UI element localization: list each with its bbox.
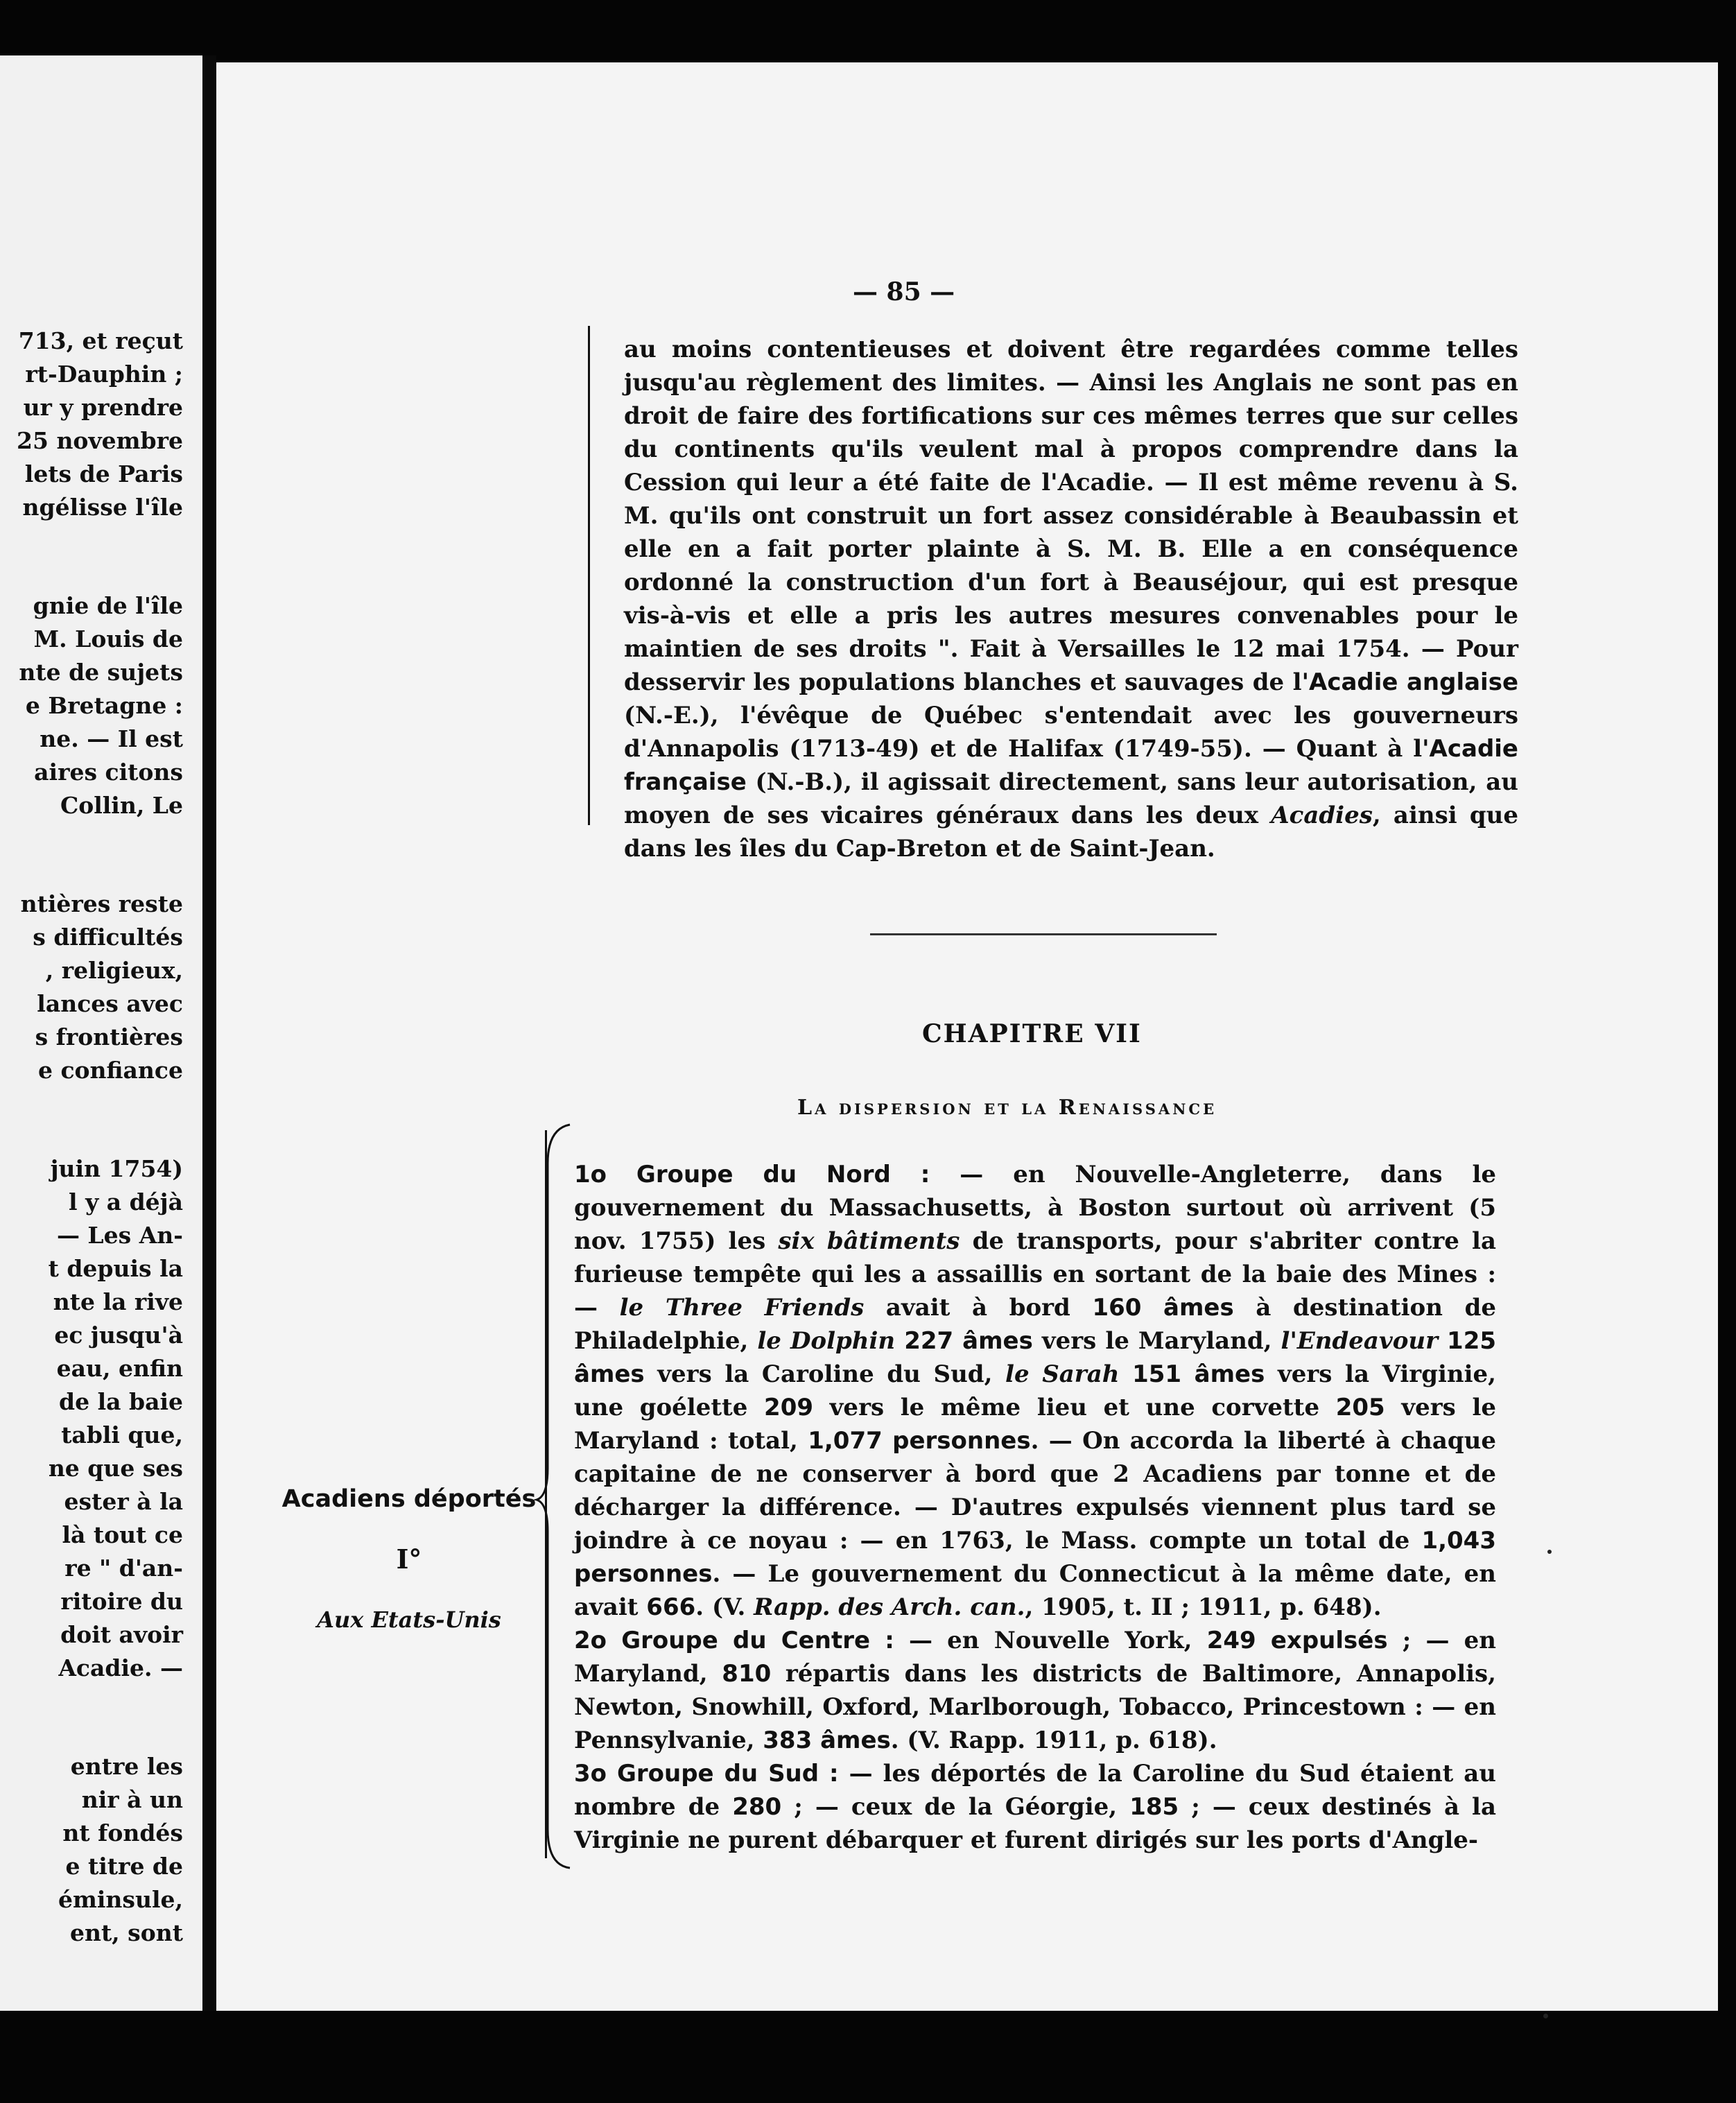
count-209: 209 (764, 1394, 814, 1421)
left-page (0, 55, 202, 2011)
sidebar-line-2: I° (396, 1543, 422, 1575)
group-sud-text: — les déportés de la Caroline du Sud étaient au nombre de (574, 1760, 1497, 1821)
group-sud-text: ; — ceux destinés à la Virginie ne purent débarquer et furent dirigés sur les ports d'Angle- (574, 1793, 1496, 1854)
intro-text-3: (N.-B.), il agissait directement, sans leur autorisation, au moyen de ses vicaires généraux dans les deux (624, 768, 1518, 829)
left-page-line: nt fondés (62, 1819, 183, 1846)
left-page-line: t depuis la (48, 1255, 183, 1282)
left-page-line: Acadie. — (58, 1654, 183, 1681)
group-nord-text: à destination de Philadelphie, (574, 1294, 1496, 1355)
chapter-subtitle: La dispersion et la Renaissance (797, 1096, 1217, 1120)
group-centre-text: répartis dans les districts de Baltimore, Annapolis, Newton, Snowhill, Oxford, Marlborough, Tobacco, Princestown : — en Pennsylvanie, (574, 1660, 1497, 1754)
margin-rule (588, 326, 590, 825)
count-151: 151 âmes (1132, 1360, 1265, 1388)
count-205: 205 (1335, 1394, 1385, 1421)
group-sud-label: 3o Groupe du Sud : (574, 1760, 839, 1788)
left-page-line: s difficultés (33, 924, 183, 951)
group-nord-text: avait à bord (864, 1294, 1093, 1322)
group-sud (574, 1757, 1496, 1857)
group-nord-text: , 1905, t. II ; 1911, p. 648). (1025, 1593, 1382, 1621)
section-divider (870, 933, 1217, 935)
left-page-line: ritoire du (60, 1588, 183, 1615)
left-page-line (17, 1087, 183, 1152)
left-page-line (17, 822, 183, 888)
left-page-line: M. Louis de (33, 625, 183, 652)
count-249: 249 expulsés (1206, 1627, 1388, 1654)
group-nord-text: vers le Maryland, (1032, 1327, 1281, 1355)
group-sud-text: ; — ceux de la Géorgie, (781, 1793, 1130, 1821)
left-page-line: de la baie (59, 1388, 183, 1415)
group-nord-text: — en Nouvelle-Angleterre, dans le gouvernement du Massachusetts, à Boston surtout où arrivent (5 nov. 1755) les (574, 1161, 1496, 1255)
intro-paragraph (624, 333, 1518, 865)
left-page-line: lets de Paris (24, 460, 183, 487)
intro-text-2: (N.-E.), l'évêque de Québec s'entendait avec les gouverneurs d'Annapolis (1713-49) et de Halifax (1749-55). — Quant à l' (624, 702, 1518, 763)
count-185: 185 (1129, 1793, 1179, 1821)
count-125: 125 âmes (574, 1327, 1497, 1388)
group-nord-text: vers la Caroline du Sud, (644, 1360, 1006, 1388)
ship-three-friends: le Three Friends (619, 1294, 865, 1322)
group-nord-text: vers le même lieu et une corvette (813, 1394, 1336, 1421)
left-page-line: ur y prendre (23, 394, 183, 421)
left-page-line: nte la rive (53, 1288, 183, 1315)
group-nord-text: de transports, pour s'abriter contre la furieuse tempête qui les a assaillis en sortant de la baie des Mines : — (574, 1227, 1496, 1322)
left-rule-lower (545, 1130, 547, 1858)
left-page-line: lances avec (37, 990, 183, 1017)
left-page-line: ester à la (64, 1488, 183, 1515)
group-nord (574, 1158, 1496, 1624)
group-centre-text: — en Nouvelle York, (894, 1627, 1207, 1654)
speck (1547, 1550, 1552, 1554)
left-page-line: doit avoir (60, 1621, 183, 1648)
left-page-line: ent, sont (69, 1919, 183, 1946)
count-160: 160 âmes (1092, 1294, 1234, 1322)
left-page-line (17, 1685, 183, 1750)
left-page-line: l y a déjà (69, 1188, 183, 1215)
intro-text-4: , ainsi que dans les îles du Cap-Breton et de Saint-Jean. (624, 802, 1518, 863)
group-nord-text: . — Le gouvernement du Connecticut à la même date, en avait (574, 1560, 1496, 1621)
six-batiments: six bâtiments (778, 1227, 960, 1255)
count-280: 280 (732, 1793, 782, 1821)
left-page-text (17, 324, 183, 1950)
left-page-line: e Bretagne : (25, 692, 183, 719)
count-383: 383 âmes (763, 1726, 891, 1754)
left-page-line: aires citons (34, 759, 183, 786)
curly-brace (534, 1122, 575, 1871)
left-page-line: juin 1754) (50, 1155, 183, 1182)
sidebar-note (263, 1485, 555, 1633)
group-centre-text: . (V. Rapp. 1911, p. 618). (890, 1726, 1217, 1754)
acadie-francaise: Acadie française (624, 735, 1518, 796)
sidebar-line-3: Aux Etats-Unis (317, 1607, 501, 1633)
ship-dolphin: le Dolphin (757, 1327, 896, 1355)
left-page-line: ne que ses (48, 1455, 183, 1482)
acadie-anglaise: Acadie anglaise (1309, 668, 1518, 696)
count-1043: 1,043 personnes (574, 1527, 1496, 1588)
left-page-line: 713, et reçut (18, 327, 183, 354)
left-page-line: ntières reste (20, 890, 183, 917)
left-page-line: ne. — Il est (40, 725, 183, 752)
left-page-line: eau, enfin (56, 1355, 183, 1382)
left-page-line: nir à un (81, 1786, 183, 1813)
sidebar-line-1: Acadiens déportés (281, 1485, 537, 1513)
page-number: — 85 — (853, 277, 955, 306)
ship-endeavour: l'Endeavour (1281, 1327, 1439, 1355)
left-page-line: ngélisse l'île (22, 494, 183, 521)
ship-sarah: le Sarah (1005, 1360, 1120, 1388)
group-nord-text: vers le Maryland : total, (574, 1394, 1497, 1455)
left-page-line: tabli que, (61, 1421, 183, 1448)
left-page-line: — Les An- (56, 1222, 183, 1249)
left-page-line: entre les (70, 1753, 183, 1780)
rapp-reference: Rapp. des Arch. can. (754, 1593, 1025, 1621)
intro-text-1: au moins contentieuses et doivent être regardées comme telles jusqu'au règlement des limites. — Ainsi les Anglais ne sont pas en droit de faire des fortifications sur ces mêmes terres que sur celles du continents qu'ils veulent mal à propos comprendre dans la Cession qui leur a été faite de l'Acadie. — Il est même revenu à S. M. qu'ils ont construit un fort assez considérable à Beaubassin et elle en a fait porter plainte à S. M. B. Elle a en conséquence ordonné la construction d'un fort à Beauséjour, qui est presque vis-à-vis et elle a pris les autres mesures convenables pour le maintien de ses droits ". Fait à Versailles le 12 mai 1754. — Pour desservir les populations blanches et sauvages de l' (624, 336, 1518, 696)
speck (1543, 2014, 1548, 2018)
count-227: 227 âmes (904, 1327, 1033, 1355)
group-centre-label: 2o Groupe du Centre : (574, 1627, 894, 1654)
left-page-line: re " d'an- (64, 1555, 183, 1582)
book-spine (202, 55, 216, 2011)
left-page-line: , religieux, (45, 957, 183, 984)
left-page-line: ec jusqu'à (54, 1322, 183, 1349)
left-page-line: éminsule, (58, 1886, 183, 1913)
chapter-title: CHAPITRE VII (922, 1019, 1142, 1048)
left-page-line: gnie de l'île (33, 592, 183, 619)
count-810: 810 (722, 1660, 772, 1688)
group-centre-text: ; — en Maryland, (574, 1627, 1496, 1688)
group-centre (574, 1624, 1496, 1757)
left-page-line: e titre de (65, 1853, 183, 1880)
left-page-line: s frontières (35, 1023, 183, 1050)
count-1077: 1,077 personnes (808, 1427, 1031, 1455)
count-666: 666 (646, 1593, 696, 1621)
group-nord-text: . (V. (695, 1593, 754, 1621)
acadies: Acadies (1271, 802, 1373, 829)
left-page-line: Collin, Le (60, 792, 183, 819)
left-page-line (17, 524, 183, 589)
left-page-line: e confiance (37, 1057, 183, 1084)
group-nord-label: 1o Groupe du Nord : (574, 1161, 930, 1188)
group-nord-text: vers la Virginie, une goélette (574, 1360, 1496, 1421)
groups-section (574, 1158, 1496, 1857)
left-page-line: 25 novembre (17, 427, 183, 454)
left-page-line: rt-Dauphin ; (25, 361, 183, 388)
left-page-line: nte de sujets (19, 659, 183, 686)
left-page-line: là tout ce (62, 1521, 183, 1548)
group-nord-text: . — On accorda la liberté à chaque capitaine de ne conserver à bord que 2 Acadiens par tonne et de décharger la différence. — D'autres expulsés viennent plus tard se joindre à ce noyau : — en 1763, le Mass. compte un total de (574, 1427, 1496, 1555)
